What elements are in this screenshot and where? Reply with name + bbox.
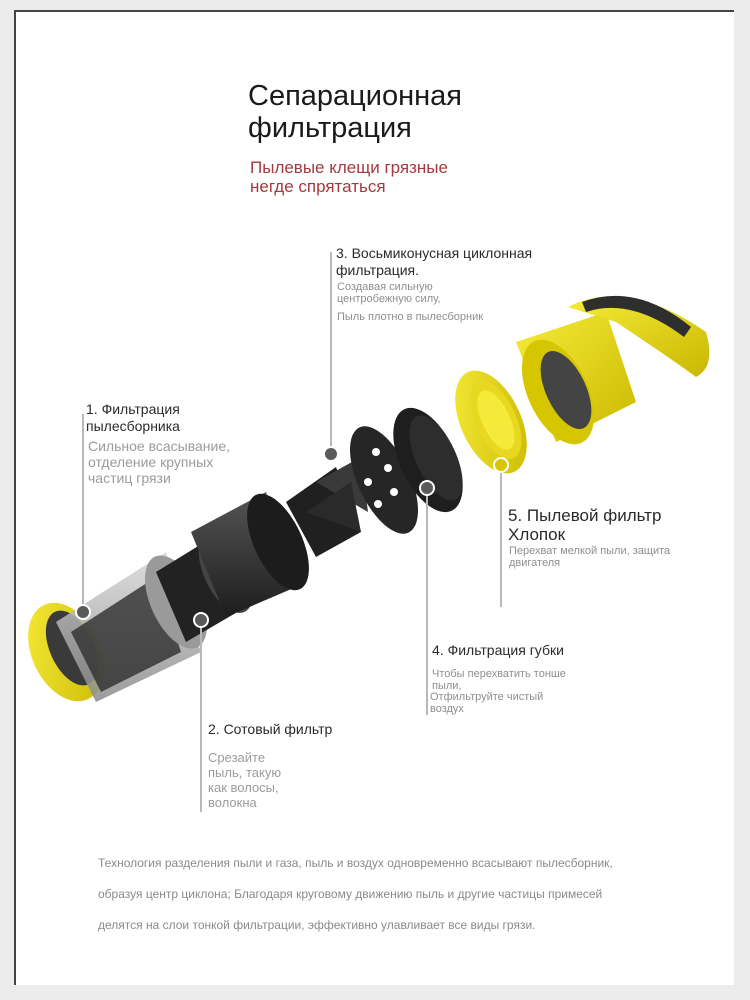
title-line-1: Сепарационная xyxy=(248,80,462,112)
bottom-description-line-1: Технология разделения пыли и газа, пыль и воздух одновременно всасывают пылесборник, xyxy=(98,856,613,870)
callout-1-desc-line-1: Сильное всасывание, xyxy=(88,438,231,454)
subtitle-line-1: Пылевые клещи грязные xyxy=(250,158,448,177)
callout-4-desc2-line-2: воздух xyxy=(430,703,464,715)
callout-4-desc2-line-1: Отфильтруйте чистый xyxy=(430,691,544,703)
callout-3-desc-line-2: центробежную силу, xyxy=(337,293,441,305)
callout-5-desc-line-2: двигателя xyxy=(509,557,561,569)
callout-1-label-line-1: 1. Фильтрация xyxy=(86,401,180,417)
motor-housing-with-handle xyxy=(507,296,709,456)
callout-2-label: 2. Сотовый фильтр xyxy=(208,721,333,737)
subtitle-line-2: негде спрятаться xyxy=(250,177,386,196)
callout-3-label xyxy=(336,245,596,279)
callout-5-label-line-1: 5. Пылевой фильтр xyxy=(508,506,662,525)
callout-3-description-2: Пыль плотно в пылесборник xyxy=(337,311,484,323)
callout-2-desc-line-4: волокна xyxy=(208,795,257,810)
callout-5-label-line-2: Хлопок xyxy=(508,525,566,544)
callout-2-desc-line-3: как волосы, xyxy=(208,780,279,795)
callout-4-label: 4. Фильтрация губки xyxy=(432,642,564,658)
callout-3-label-line-2: фильтрация. xyxy=(336,262,420,278)
callout-3-label-line-1: 3. Восьмиконусная циклонная xyxy=(336,245,533,261)
callout-4-desc-line-1: Чтобы перехватить тонше xyxy=(432,668,566,680)
callout-1-label xyxy=(86,401,256,435)
callout-4-desc-line-2: пыли, xyxy=(432,680,462,692)
callout-1-description xyxy=(88,438,268,486)
callout-4-description-2 xyxy=(430,691,600,715)
callout-4-description xyxy=(432,668,602,692)
callout-3-desc-line-1: Создавая сильную xyxy=(337,281,433,293)
callout-1-desc-line-2: отделение крупных xyxy=(88,454,214,470)
bottom-description-line-2: образуя центр циклона; Благодаря круговому движению пыль и другие частицы примесей xyxy=(98,887,603,901)
callout-1-label-line-2: пылесборника xyxy=(86,418,180,434)
callout-1-desc-line-3: частиц грязи xyxy=(88,470,171,486)
callout-3-description xyxy=(337,281,487,305)
callout-5-label xyxy=(508,506,708,544)
callout-5-description xyxy=(509,545,709,569)
product-diagram xyxy=(14,10,734,985)
exploded-vacuum-illustration xyxy=(16,12,734,985)
bottom-description-line-3: делятся на слои тонкой фильтрации, эффективно улавливает все виды грязи. xyxy=(98,918,536,932)
callout-2-description xyxy=(208,750,318,810)
title-line-2: фильтрация xyxy=(248,112,412,144)
callout-5-desc-line-1: Перехват мелкой пыли, защита xyxy=(509,545,671,557)
callout-2-desc-line-2: пыль, такую xyxy=(208,765,282,780)
callout-2-desc-line-1: Срезайте xyxy=(208,750,266,765)
